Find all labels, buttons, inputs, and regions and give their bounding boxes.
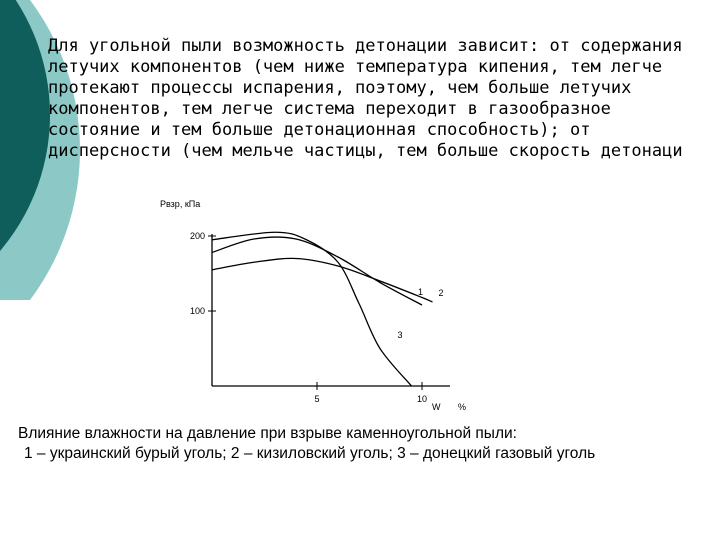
caption-legend: 1 – украинский бурый уголь; 2 – кизиловский уголь; 3 – донецкий газовый уголь bbox=[24, 445, 596, 462]
series-line-3 bbox=[212, 232, 412, 386]
moisture-pressure-chart bbox=[160, 196, 480, 416]
x-tick-label: 10 bbox=[416, 394, 428, 404]
x-axis-unit: % bbox=[458, 402, 467, 412]
series-label-1: 1 bbox=[418, 287, 424, 297]
x-axis-label: W bbox=[432, 402, 441, 412]
y-axis-label: Pвзр, кПа bbox=[160, 199, 201, 209]
slide-body-text: Для угольной пыли возможность детонации зависит: от содержания летучих компонентов (чем ниже температура кипения, тем легче протекают процессы испарения, поэтому, чем больше летучих компонентов, тем легче система переходит в газообразное состояние и тем больше детонационная способность); от дисперсности (чем мельче частицы, тем больше скорость детонаци bbox=[48, 36, 693, 161]
series-line-1 bbox=[212, 237, 422, 305]
series-label-2: 2 bbox=[438, 288, 444, 298]
series-label-3: 3 bbox=[397, 330, 403, 340]
figure-caption bbox=[18, 424, 708, 464]
x-tick-label: 5 bbox=[314, 394, 320, 404]
caption-title: Влияние влажности на давление при взрыве каменноугольной пыли: bbox=[18, 425, 517, 442]
series-line-2 bbox=[212, 258, 433, 302]
y-tick-label: 200 bbox=[189, 231, 205, 241]
y-tick-label: 100 bbox=[189, 306, 205, 316]
